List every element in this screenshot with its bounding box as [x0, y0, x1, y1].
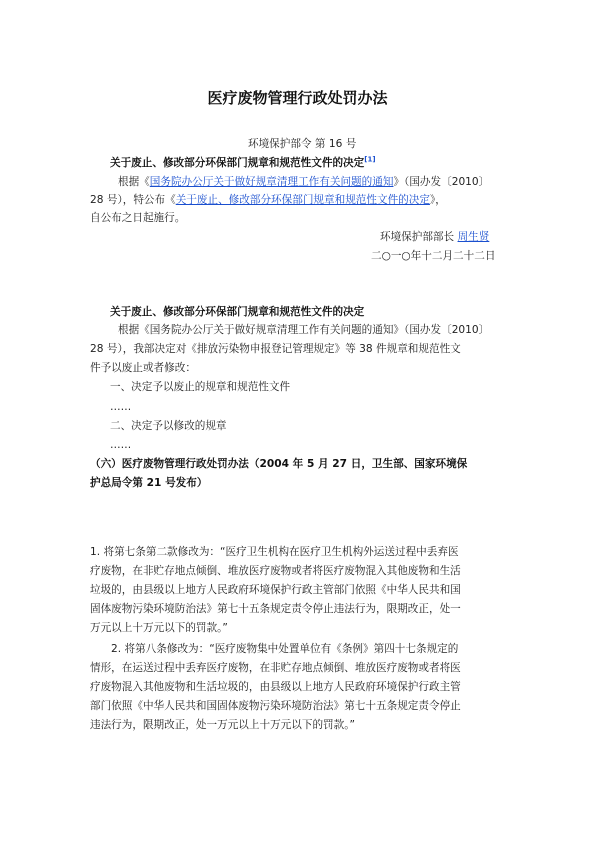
- article-line: 部门依照《中华人民共和国固体废物污染环境防治法》第七十五条规定责令停止: [90, 700, 461, 712]
- signature-line: [380, 230, 489, 244]
- notice-link[interactable]: 国务院办公厅关于做好规章清理工作有关问题的通知: [149, 176, 394, 188]
- article-line: 情形，在运送过程中丢弃医疗废物，在非贮存地点倾倒、堆放医疗废物或者将医: [90, 662, 461, 674]
- article-line: 违法行为，限期改正，处一万元以上十万元以下的罚款。”: [90, 719, 356, 731]
- section-heading: 一、决定予以废止的规章和规范性文件: [110, 381, 291, 393]
- paragraph-line: 根据《国务院办公厅关于做好规章清理工作有关问题的通知》（国办发〔2010〕: [118, 324, 490, 336]
- signature-date: 二○一○年十二月二十二日: [371, 250, 496, 262]
- article-line: 疗废物混入其他废物和生活垃圾的，由县级以上地方人民政府环境保护行政主管: [90, 681, 461, 693]
- paragraph-line: [118, 175, 489, 189]
- section-heading: 二、决定予以修改的规章: [110, 420, 227, 432]
- paragraph-line: 件予以废止或者修改：: [90, 362, 196, 374]
- order-number: 环境保护部令 第 16 号: [248, 138, 357, 150]
- item-heading: （六）医疗废物管理行政处罚办法（2004 年 5 月 27 日，卫生部、国家环境保: [90, 458, 468, 470]
- footnote-link[interactable]: [1]: [364, 155, 376, 164]
- paragraph-line: 自公布之日起施行。: [90, 212, 186, 224]
- decision-link[interactable]: 关于废止、修改部分环保部门规章和规范性文件的决定: [175, 194, 430, 206]
- paragraph-line: 28 号），我部决定对《排放污染物申报登记管理规定》等 38 件规章和规范性文: [90, 343, 461, 355]
- ellipsis: ……: [110, 439, 132, 451]
- article-line: 2. 将第八条修改为：“医疗废物集中处置单位有《条例》第四十七条规定的: [111, 643, 459, 655]
- paragraph-line: [90, 193, 446, 207]
- article-line: 固体废物污染环境防治法》第七十五条规定责令停止违法行为，限期改正，处一: [90, 603, 461, 615]
- text-span: 》（国办发〔2010〕: [393, 176, 490, 188]
- article-line: 万元以上十万元以下的罚款。”: [90, 622, 228, 634]
- decision-heading: [110, 156, 376, 170]
- signature-name-link[interactable]: 周生贤: [457, 231, 490, 243]
- signature-role: 环境保护部部长: [380, 231, 455, 243]
- text-span: 28 号），特公布《: [90, 194, 176, 206]
- document-title: 医疗废物管理行政处罚办法: [207, 89, 388, 107]
- article-line: 1. 将第七条第二款修改为：“医疗卫生机构在医疗卫生机构外运送过程中丢弃医: [90, 546, 459, 558]
- article-line: 垃圾的，由县级以上地方人民政府环境保护行政主管部门依照《中华人民共和国: [90, 584, 461, 596]
- decision-heading-2: 关于废止、修改部分环保部门规章和规范性文件的决定: [110, 306, 365, 318]
- article-line: 疗废物，在非贮存地点倾倒、堆放医疗废物或者将医疗废物混入其他废物和生活: [90, 565, 461, 577]
- text-span: 根据《: [118, 176, 150, 188]
- ellipsis: ……: [110, 401, 132, 413]
- text-span: 》，: [429, 194, 446, 206]
- item-heading: 护总局令第 21 号发布）: [90, 477, 208, 489]
- decision-heading-text: 关于废止、修改部分环保部门规章和规范性文件的决定: [110, 157, 365, 169]
